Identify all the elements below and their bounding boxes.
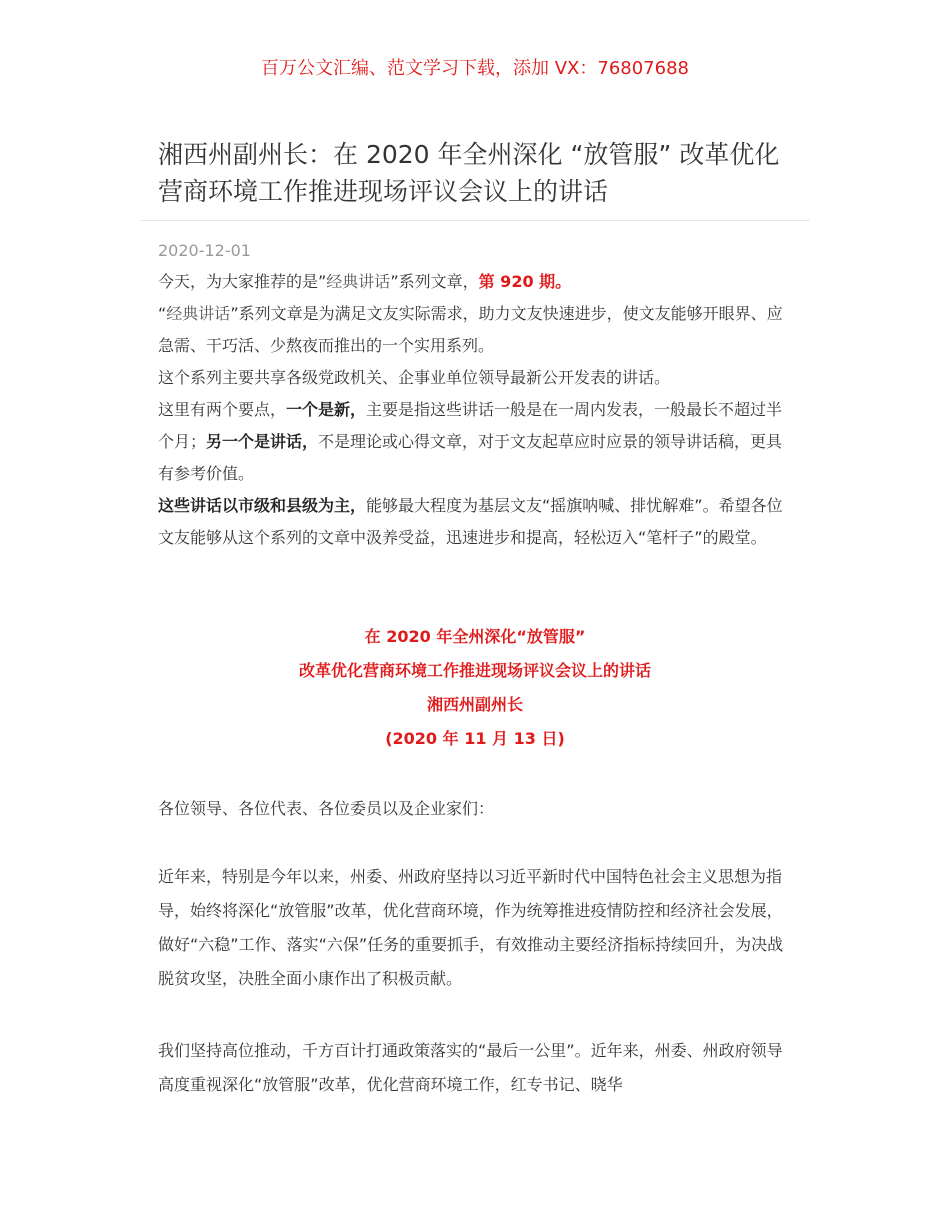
intro-text: 不是理论或心得文章，对于文友起草应时应景的领导讲话稿，更具有参考价值。 <box>158 432 783 483</box>
intro-paragraph-5 <box>158 490 798 554</box>
intro-text: 今天，为大家推荐的是” <box>158 272 327 291</box>
issue-number: 第 920 期。 <box>478 272 572 291</box>
intro-text: 能够最大程度为基层文友“摇旗呐喊、排忧解难”。希望各位文友能够从这个系列的文章中汲养受益，迅速进步和提高，轻松迈入“笔杆子”的殿堂。 <box>158 496 783 547</box>
speech-title-line-2: 改革优化营商环境工作推进现场评议会议上的讲话 <box>298 661 651 680</box>
intro-text: ”系列文章， <box>390 272 479 291</box>
series-name: 经典讲话 <box>326 272 391 291</box>
body-paragraph-1: 近年来，特别是今年以来，州委、州政府坚持以习近平新时代中国特色社会主义思想为指导，始终将深化“放管服”改革，优化营商环境，作为统筹推进疫情防控和经济社会发展，做好“六稳”工作、落实“六保”任务的重要抓手，有效推动主要经济指标持续回升，为决战脱贫攻坚，决胜全面小康作出了积极贡献。 <box>158 867 784 988</box>
key-point-speech: 另一个是讲话， <box>206 432 319 451</box>
intro-paragraph-2 <box>158 298 798 362</box>
speech-title-line-1: 在 2020 年全州深化“放管服” <box>364 627 586 646</box>
key-point-new: 一个是新， <box>286 400 367 419</box>
intro-paragraph-3: 这个系列主要共享各级党政机关、企事业单位领导最新公开发表的讲话。 <box>158 368 671 387</box>
salutation: 各位领导、各位代表、各位委员以及企业家们： <box>158 799 495 818</box>
publish-date: 2020-12-01 <box>158 241 251 260</box>
key-point-level: 这些讲话以市级和县级为主， <box>158 496 367 515</box>
intro-text: 这里有两个要点， <box>158 400 287 419</box>
intro-text: “ <box>158 304 167 323</box>
intro-text: 主要是指这些讲话一般是在一周内发表，一般最长不超过半个月； <box>158 400 783 451</box>
title-divider <box>140 220 810 221</box>
promo-banner: 百万公文汇编、范文学习下载，添加 VX：76807688 <box>261 58 689 79</box>
series-intro <box>158 266 798 554</box>
speech-date: (2020 年 11 月 13 日) <box>385 729 565 748</box>
intro-paragraph-4 <box>158 394 798 490</box>
intro-paragraph-1 <box>158 266 798 298</box>
speech-speaker: 湘西州副州长 <box>426 695 523 714</box>
body-paragraph-2: 我们坚持高位推动，千方百计打通政策落实的“最后一公里”。近年来，州委、州政府领导高度重视深化“放管服”改革，优化营商环境工作，红专书记、晓华 <box>158 1041 783 1094</box>
intro-text: ”系列文章是为满足文友实际需求，助力文友快速进步，使文友能够开眼界、应急需、干巧活、少熬夜而推出的一个实用系列。 <box>158 304 783 355</box>
article-title: 湘西州副州长：在 2020 年全州深化 “放管服” 改革优化营商环境工作推进现场评议会议上的讲话 <box>158 140 780 206</box>
series-name: 经典讲话 <box>166 304 231 323</box>
speech-heading <box>0 620 950 756</box>
